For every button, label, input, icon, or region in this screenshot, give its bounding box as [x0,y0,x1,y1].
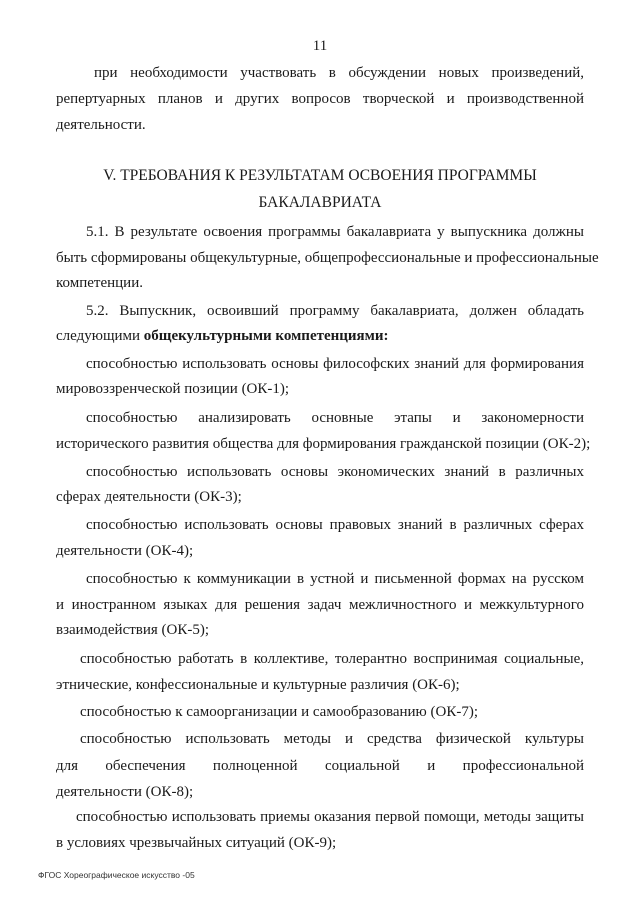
bold-term: общекультурными компетенциями: [143,328,389,344]
text-line: способностью использовать основы философских знаний для формирования [86,356,584,372]
text-line: способностью анализировать основные этапы и закономерности [86,410,584,426]
text-line: 5.1. В результате освоения программы бакалавриата у выпускника должны [86,224,584,240]
page-footer: ФГОС Хореографическое искусство -05 [38,870,195,880]
text-line: и иностранном языках для решения задач межличностного и межкультурного [56,597,584,613]
text-line: в условиях чрезвычайных ситуаций (ОК-9); [56,835,337,851]
text-line: мировоззренческой позиции (ОК-1); [56,381,290,397]
text-line [56,327,584,345]
text-line: способностью к самоорганизации и самообразованию (ОК-7); [80,704,479,720]
text-line: взаимодействия (ОК-5); [56,622,210,638]
heading-line: БАКАЛАВРИАТА [258,194,382,211]
text-line: исторического развития общества для формирования гражданской позиции (ОК-2); [56,436,591,452]
text-line: способностью использовать методы и средства физической культуры [80,731,584,747]
text-span: следующими [56,328,144,344]
text-line: быть сформированы общекультурные, общепрофессиональные и профессиональные [56,250,599,266]
text-line: компетенции. [56,275,143,291]
text-line: сферах деятельности (ОК-3); [56,489,242,505]
text-line: способностью к коммуникации в устной и письменной формах на русском [86,571,584,587]
text-line: способностью использовать основы экономических знаний в различных [86,464,584,480]
text-line: способностью использовать приемы оказания первой помощи, методы защиты [76,809,584,825]
page-number: 11 [312,38,328,54]
text-line: для обеспечения полноценной социальной и профессиональной [56,758,584,774]
text-line: способностью использовать основы правовых знаний в различных сферах [86,517,584,533]
text-line: способностью работать в коллективе, толерантно воспринимая социальные, [80,651,584,667]
text-line: 5.2. Выпускник, освоивший программу бакалавриата, должен обладать [86,303,584,319]
heading-line: V. ТРЕБОВАНИЯ К РЕЗУЛЬТАТАМ ОСВОЕНИЯ ПРОГРАММЫ [103,167,537,184]
text-line: деятельности (ОК-8); [56,784,194,800]
text-line: репертуарных планов и других вопросов творческой и производственной [56,91,584,107]
text-line: деятельности (ОК-4); [56,543,194,559]
text-line: этнические, конфессиональные и культурные различия (ОК-6); [56,677,460,693]
text-line: деятельности. [56,117,146,133]
text-line: при необходимости участвовать в обсуждении новых произведений, [94,65,584,81]
